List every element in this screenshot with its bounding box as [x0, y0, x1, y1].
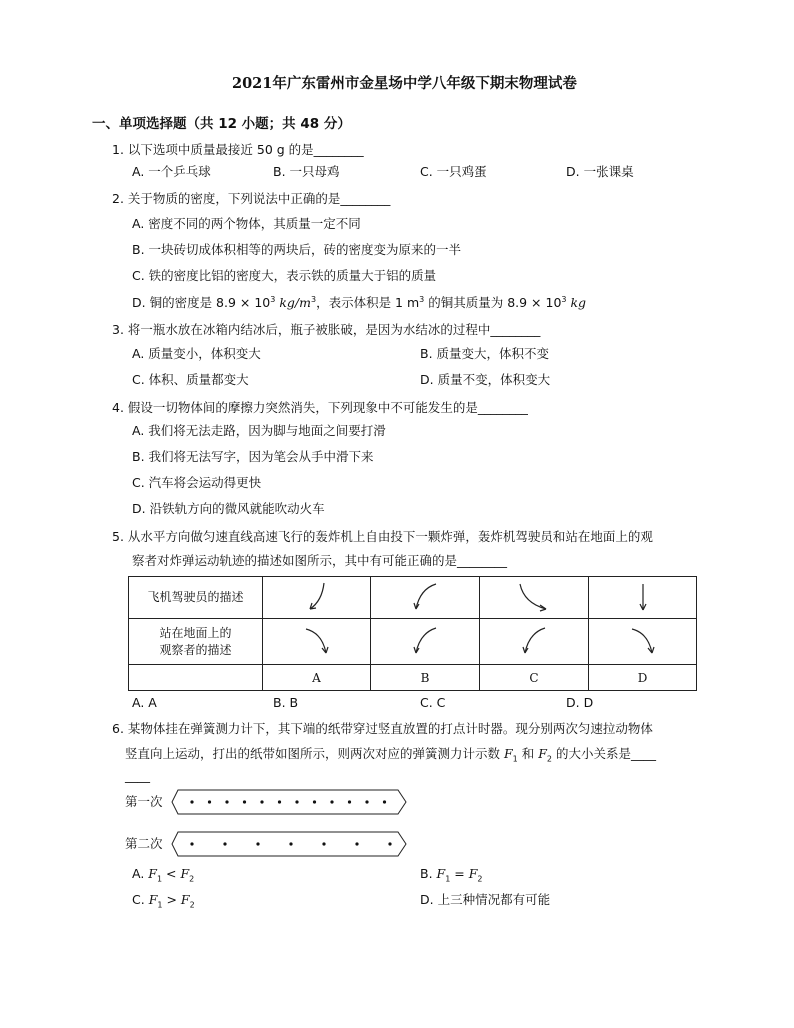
- pilot-trajectory-c-icon: [516, 581, 552, 615]
- tape1-label: 第一次: [125, 794, 163, 809]
- tape-dot: [243, 800, 246, 803]
- q6-option-d[interactable]: D. 上三种情况都有可能: [420, 892, 551, 907]
- pilot-trajectory-b-icon: [410, 581, 440, 615]
- q6-and: 和: [517, 746, 539, 761]
- q6-stem-line1: 6. 某物体挂在弹簧测力计下，其下端的纸带穿过竖直放置的打点计时器。现分别两次匀速拉动物体: [112, 721, 653, 736]
- q6-a-f2: F: [180, 866, 190, 881]
- q6-f1-subscript: 1: [512, 754, 518, 764]
- q5-row2-label: [129, 619, 263, 665]
- q3-stem: 3. 将一瓶水放在冰箱内结冰后，瓶子被胀破，是因为水结冰的过程中________: [112, 322, 541, 337]
- q4-option-b[interactable]: B. 我们将无法写字，因为笔会从手中滑下来: [132, 449, 374, 464]
- pilot-trajectory-d-icon: [633, 581, 653, 615]
- q2-d-unit1: kg/m: [275, 295, 311, 311]
- tape-dot: [190, 842, 193, 845]
- q6-b-relation: =: [450, 866, 469, 881]
- q6-option-b[interactable]: [420, 868, 483, 884]
- q5-pilot-cell-d: [589, 577, 697, 619]
- tape-dot: [322, 842, 325, 845]
- q6-a-sub1: 1: [156, 874, 163, 884]
- tape-dot: [289, 842, 292, 845]
- q5-stem-line2: 察者对炸弹运动轨迹的描述如图所示，其中有可能正确的是________: [132, 553, 508, 568]
- q6-b-prefix: B.: [420, 866, 437, 881]
- q5-stem-line1: 5. 从水平方向做匀速直线高速飞行的轰炸机上自由投下一颗炸弹，轰炸机驾驶员和站在地面上的观: [112, 529, 653, 544]
- tape2-label: 第二次: [125, 836, 163, 851]
- q1-option-a[interactable]: A. 一个乒乓球: [132, 164, 211, 179]
- q6-stem-line2-a: 竖直向上运动，打出的纸带如图所示，则两次对应的弹簧测力计示数: [125, 746, 504, 761]
- q5-pilot-cell-c: [480, 577, 589, 619]
- observer-trajectory-b-icon: [410, 625, 440, 659]
- tape-dot: [348, 800, 351, 803]
- q5-row2-label-line2: 观察者的描述: [159, 642, 232, 657]
- q6-a-f1: F: [148, 866, 157, 881]
- q5-pilot-cell-a: [263, 577, 371, 619]
- tape-dot: [225, 800, 228, 803]
- q6-f2-subscript: 2: [546, 754, 552, 764]
- q5-col-letter-d: D: [589, 665, 697, 691]
- tape-dot: [256, 842, 259, 845]
- q2-d-unit2: kg: [566, 295, 587, 311]
- q4-stem: 4. 假设一切物体间的摩擦力突然消失，下列现象中不可能发生的是________: [112, 400, 528, 415]
- q5-row-letters: [129, 665, 697, 691]
- pilot-trajectory-a-icon: [302, 581, 332, 615]
- q2-d-exp3: 3: [419, 295, 425, 304]
- tape-dot: [355, 842, 358, 845]
- tape1-dots: [190, 800, 386, 803]
- q5-pilot-cell-b: [371, 577, 480, 619]
- q1-option-d[interactable]: D. 一张课桌: [566, 164, 634, 179]
- q5-trajectory-table: [128, 576, 697, 691]
- q3-option-d[interactable]: D. 质量不变，体积变大: [420, 372, 551, 387]
- q5-col-letter-c: C: [480, 665, 589, 691]
- q6-option-a[interactable]: [132, 868, 194, 884]
- tape1-paper-strip: [170, 787, 410, 817]
- q2-option-c[interactable]: C. 铁的密度比铝的密度大，表示铁的质量大于铝的质量: [132, 268, 437, 283]
- q5-letters-empty-cell: [129, 665, 263, 691]
- tape-dot: [388, 842, 391, 845]
- q5-row2-label-line1: 站在地面上的: [159, 626, 232, 641]
- tape-dot: [260, 800, 263, 803]
- q2-option-a[interactable]: A. 密度不同的两个物体，其质量一定不同: [132, 216, 361, 231]
- q5-observer-cell-c: [480, 619, 589, 665]
- q2-stem: 2. 关于物质的密度，下列说法中正确的是________: [112, 191, 391, 206]
- q2-d-exp1: 3: [270, 295, 276, 304]
- q1-option-b[interactable]: B. 一只母鸡: [273, 164, 340, 179]
- observer-trajectory-a-icon: [302, 625, 332, 659]
- q5-row-observer: [129, 619, 697, 665]
- q6-c-sub1: 1: [157, 900, 163, 910]
- q2-d-exp4: 3: [561, 295, 567, 304]
- q5-col-letter-b: B: [371, 665, 480, 691]
- tape2-dots: [190, 842, 391, 845]
- q6-stem-line3: ____: [125, 768, 150, 783]
- q6-f2-symbol: F: [538, 746, 547, 761]
- q3-option-b[interactable]: B. 质量变大，体积不变: [420, 346, 550, 361]
- q6-b-sub2: 2: [477, 874, 483, 884]
- q6-a-sub2: 2: [189, 874, 195, 884]
- q2-d-mid: ，表示体积是 1 m: [316, 295, 420, 311]
- q6-c-f2: F: [180, 892, 190, 907]
- q5-row1-label: 飞机驾驶员的描述: [129, 577, 263, 619]
- tape-dot: [313, 800, 316, 803]
- q3-option-a[interactable]: A. 质量变小，体积变大: [132, 346, 261, 361]
- q4-option-a[interactable]: A. 我们将无法走路，因为脚与地面之间要打滑: [132, 423, 386, 438]
- q5-option-c[interactable]: C. C: [420, 695, 446, 710]
- q6-b-f2: F: [468, 866, 478, 881]
- page-title: 2021年广东雷州市金星场中学八年级下期末物理试卷: [232, 75, 577, 92]
- q5-option-d[interactable]: D. D: [566, 695, 594, 710]
- tape-dot: [223, 842, 226, 845]
- q5-option-b[interactable]: B. B: [273, 695, 299, 710]
- q5-col-letter-a: A: [263, 665, 371, 691]
- observer-trajectory-c-icon: [519, 625, 549, 659]
- q6-c-sub2: 2: [189, 900, 195, 910]
- q5-observer-cell-b: [371, 619, 480, 665]
- tape-dot: [190, 800, 193, 803]
- q6-stem-line2-b: 的大小关系是____: [552, 746, 656, 761]
- q6-stem-line2: [125, 748, 656, 764]
- q5-observer-cell-d: [589, 619, 697, 665]
- observer-trajectory-d-icon: [628, 625, 658, 659]
- q1-option-c[interactable]: C. 一只鸡蛋: [420, 164, 487, 179]
- q2-d-mid2: 的铜其质量为 8.9 × 10: [424, 295, 562, 311]
- q5-observer-cell-a: [263, 619, 371, 665]
- q2-option-b[interactable]: B. 一块砖切成体积相等的两块后，砖的密度变为原来的一半: [132, 242, 462, 257]
- q6-option-c[interactable]: [132, 894, 195, 910]
- q2-d-exp2: 3: [310, 295, 317, 304]
- section-header: 一、单项选择题（共 12 小题；共 48 分）: [92, 116, 351, 132]
- q1-stem: 1. 以下选项中质量最接近 50 g 的是________: [112, 142, 364, 157]
- q6-a-relation: <: [162, 866, 181, 881]
- q6-f1-symbol: F: [503, 746, 513, 761]
- tape-dot: [208, 800, 211, 803]
- q6-c-f1: F: [148, 892, 158, 907]
- q6-b-sub1: 1: [445, 874, 451, 884]
- q6-c-relation: >: [162, 892, 181, 907]
- q3-option-c[interactable]: C. 体积、质量都变大: [132, 372, 249, 387]
- tape-dot: [330, 800, 333, 803]
- tape-dot: [365, 800, 368, 803]
- tape-dot: [278, 800, 281, 803]
- q6-b-f1: F: [436, 866, 446, 881]
- q6-c-prefix: C.: [132, 892, 149, 907]
- q4-option-c[interactable]: C. 汽车将会运动得更快: [132, 475, 262, 490]
- q2-option-d[interactable]: [132, 296, 586, 310]
- tape-dot: [383, 800, 386, 803]
- tape-dot: [295, 800, 298, 803]
- q6-a-prefix: A.: [132, 866, 149, 881]
- tape2-paper-strip: [170, 829, 410, 859]
- q5-row-pilot: [129, 577, 697, 619]
- q4-option-d[interactable]: D. 沿铁轨方向的微风就能吹动火车: [132, 501, 325, 516]
- q5-option-a[interactable]: A. A: [132, 695, 157, 710]
- q2-d-prefix: D. 铜的密度是 8.9 × 10: [132, 295, 271, 311]
